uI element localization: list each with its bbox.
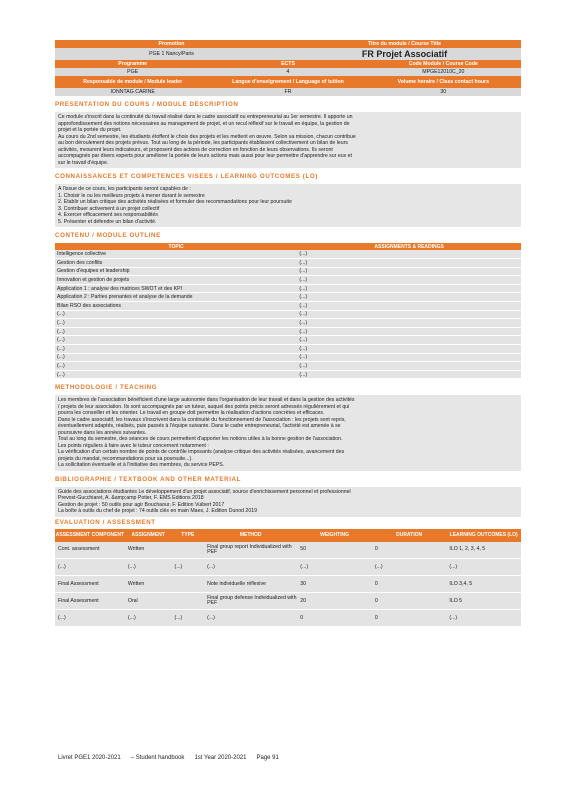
- outline-assignment-cell: (...): [297, 284, 521, 293]
- outline-row: [55, 345, 521, 354]
- teaching-line: La sollicitation éventuelle et à l'initiative des membres, du service PEPS.: [58, 462, 225, 469]
- outline-assignment-cell: (...): [297, 310, 521, 319]
- duration-cell: 0: [372, 542, 447, 559]
- bibliography-line: Guide des associations étudiantes Le développement d'un projet associatif, source d'enrichissement personnel et professionnel: [58, 488, 351, 495]
- header-row-2: [55, 48, 521, 60]
- outline-topic-cell: Gestion d'équipes et leadership: [55, 267, 297, 276]
- assessment-row: [55, 610, 521, 627]
- course-code-value: MPGE12010C_20: [422, 69, 465, 75]
- outcome-line: 1. Choisir le ou les meilleurs projets à mener durant le semestre: [58, 192, 205, 199]
- component-cell: (...): [55, 610, 125, 627]
- module-leader-value: IONNTAG CARINE: [110, 89, 155, 95]
- outcomes-cell: (...): [446, 559, 521, 576]
- outline-row: [55, 267, 521, 276]
- duration-cell: 0: [372, 576, 447, 593]
- outcomes-cell: (...): [446, 610, 521, 627]
- outline-assignment-cell: (...): [297, 293, 521, 302]
- method-cell: Final group defense Individualized with PEF: [204, 593, 297, 610]
- bibliography-line: Prevost-Gucchiaret, A. &amp;amp Potier, F. EMS Editions 2018: [58, 495, 204, 502]
- bibliography-line: La boîte à outils du chef de projet : 74 outils clés en main Maes, J. Edition Dunod 2019: [58, 508, 257, 515]
- outline-row: [55, 302, 521, 311]
- presentation-heading: PRESENTATION DU COURS / MODULE DESCRIPTION: [55, 101, 239, 108]
- weighting-cell: (...): [297, 559, 372, 576]
- outline-topic-cell: (...): [55, 310, 297, 319]
- module-outline-table: [55, 243, 521, 379]
- outline-topic-cell: (...): [55, 353, 297, 362]
- header-row-4: [55, 68, 521, 76]
- duration-cell: 0: [372, 593, 447, 610]
- footer-handbook: – Student handbook: [130, 755, 185, 761]
- outline-topic-cell: (...): [55, 319, 297, 328]
- teaching-line: Tout au long du semestre, des séances de cours permettent d'apporter les notions utiles à la bonne gestion de l'association.: [58, 436, 343, 443]
- weighting-cell: 20: [297, 593, 372, 610]
- header-row-5: [55, 76, 521, 88]
- outcomes-cell: ILO 3,4, 5: [446, 576, 521, 593]
- outline-row: [55, 370, 521, 379]
- footer-year: 1st Year 2020-2021: [194, 755, 247, 761]
- course-code-label: Code Module / Course Code: [408, 61, 478, 67]
- presentation-line: activités, mesurent leurs indicateurs, et proposent des actions de correction en fonction de leurs observations. Ils seront: [58, 146, 333, 153]
- outline-topic-cell: Intelligence collective: [55, 250, 297, 259]
- outline-assignment-cell: (...): [297, 370, 521, 379]
- outline-row: [55, 336, 521, 345]
- class-hours-label: Volume horaire / Class contact hours: [397, 79, 489, 85]
- teaching-line: Les points réguliers à faire avec le tuteur concernent notamment :: [58, 442, 209, 449]
- outline-assignment-cell: (...): [297, 250, 521, 259]
- outcome-line: 4. Exercer efficacement ses responsabilités: [58, 212, 158, 218]
- module-outline-heading: CONTENU / MODULE OUTLINE: [55, 232, 161, 239]
- type-cell: [171, 542, 204, 559]
- component-cell: (...): [55, 559, 125, 576]
- assignment-header: ASSIGNMENT: [125, 529, 172, 542]
- outline-row: [55, 259, 521, 268]
- outline-row: [55, 250, 521, 259]
- outline-topic-cell: Gestion des conflits: [55, 259, 297, 268]
- assessment-component-header: ASSESSMENT COMPONENT: [55, 529, 125, 542]
- teaching-line: projets du mandat, recommandations pour sa poursuite...).: [58, 455, 193, 462]
- teaching-line: Dans le cadre associatif, les travaux s'inscrivent dans la continuité du fonctionnement de l'association : les projets sont repris,: [58, 416, 346, 423]
- component-cell: Cont. assessment: [55, 542, 125, 559]
- outline-row: [55, 362, 521, 371]
- document-page: [55, 40, 521, 627]
- method-header: METHOD: [204, 529, 297, 542]
- promotion-value: PGE 1 Nancy/Paris: [149, 51, 194, 57]
- teaching-line: éventuellement adaptés, réalisés, puis passés à l'équipe suivante. Dans le cadre entrepreneurial, l'activité est amenée à se: [58, 423, 341, 430]
- programme-label: Programme: [118, 61, 148, 67]
- header-row-6: [55, 88, 521, 96]
- assignment-cell: (...): [125, 559, 172, 576]
- outline-row: [55, 276, 521, 285]
- type-cell: (...): [171, 610, 204, 627]
- footer-page-number: Page 91: [256, 755, 279, 761]
- teaching-heading: METHODOLOGIE / TEACHING: [55, 384, 158, 392]
- type-cell: [171, 576, 204, 593]
- assessment-row: [55, 576, 521, 593]
- topic-column-header: TOPIC: [55, 243, 297, 250]
- method-cell: Note individuelle réflexive: [204, 576, 297, 593]
- outline-assignment-cell: (...): [297, 362, 521, 371]
- duration-cell: (...): [372, 559, 447, 576]
- bibliography-heading: BIBLIOGRAPHIE / TEXTBOOK AND OTHER MATERIAL: [55, 475, 241, 483]
- type-cell: [171, 593, 204, 610]
- outcome-line: 2. Etablir un bilan critique des activités réalisées et formuler des recommandations pour leur poursuite: [58, 199, 292, 205]
- learning-outcomes-header: LEARNING OUTCOMES (LO): [446, 529, 521, 542]
- outline-assignment-cell: (...): [297, 319, 521, 328]
- teaching-line: / projets de leur association. Ils sont accompagnés par un tuteur, auquel des points précis seront adressés régulièrement et qui: [58, 403, 350, 410]
- outcome-line: A l'issue de ce cours, les participants seront capables de :: [58, 186, 191, 192]
- learning-outcomes-heading: CONNAISSANCES ET COMPETENCES VISEES / LEARNING OUTCOMES (LO): [55, 173, 318, 180]
- language-value: FR: [284, 89, 292, 95]
- method-cell: Final group report Individualized with PEF: [204, 542, 297, 559]
- teaching-line: poursuivre dans les années suivantes.: [58, 429, 147, 436]
- presentation-text: [55, 112, 521, 168]
- outline-row: [55, 310, 521, 319]
- outline-assignment-cell: (...): [297, 345, 521, 354]
- weighting-cell: 30: [297, 576, 372, 593]
- outline-row: [55, 293, 521, 302]
- presentation-line: sur le travail d'équipe.: [58, 159, 109, 166]
- method-cell: (...): [204, 610, 297, 627]
- outline-assignment-cell: (...): [297, 353, 521, 362]
- assessment-table: [55, 529, 521, 628]
- outline-topic-cell: (...): [55, 362, 297, 371]
- assignment-cell: Oral: [125, 593, 172, 610]
- assessment-row: [55, 593, 521, 610]
- ects-label: ECTS: [281, 61, 295, 67]
- bibliography-text: [55, 487, 521, 517]
- footer-booklet: Livret PGE1 2020-2021: [58, 755, 121, 761]
- learning-outcomes-text: [55, 184, 521, 227]
- language-label: Langue d'enseignement / Language of tuition: [232, 79, 344, 85]
- assignment-cell: Written: [125, 576, 172, 593]
- outline-topic-cell: Innovation et gestion de projets: [55, 276, 297, 285]
- course-title-value: FR Projet Associatif: [361, 49, 448, 59]
- page-footer: [58, 755, 279, 761]
- outline-row: [55, 284, 521, 293]
- weighting-cell: 50: [297, 542, 372, 559]
- outline-assignment-cell: (...): [297, 336, 521, 345]
- promotion-label: Promotion: [158, 41, 185, 47]
- teaching-line: Les membres de l'association bénéficient d'une large autonomie dans l'organisation de leur travail et dans la gestion des activités: [58, 397, 355, 404]
- assessment-heading: EVALUATION / ASSESSMENT: [55, 518, 156, 526]
- type-header: TYPE: [171, 529, 204, 542]
- class-hours-value: 30: [440, 89, 447, 95]
- assessment-row: [55, 542, 521, 559]
- assignment-cell: Written: [125, 542, 172, 559]
- outline-topic-cell: (...): [55, 336, 297, 345]
- teaching-line: pourra les conseiller et les orienter. Le travail en groupe doit permettre la réalisation d'actions concrètes et efficaces.: [58, 410, 325, 417]
- header-row-3: [55, 60, 521, 68]
- presentation-line: approfondissement des notions nécessaires au management de projet, et un recul réflexif sur le travail en équipe, la gestion de: [58, 120, 350, 127]
- course-title-label: Titre du module / Course Title: [367, 41, 442, 47]
- programme-value: PGE: [127, 69, 139, 75]
- outline-assignment-cell: (...): [297, 267, 521, 276]
- duration-header: DURATION: [372, 529, 447, 542]
- presentation-line: projet et la portée du projet.: [58, 127, 122, 133]
- teaching-line: La vérification d'un certain nombre de points de contrôle imposants (analyse critique des activités réalisées, avancement des: [58, 449, 345, 456]
- outline-topic-cell: (...): [55, 327, 297, 336]
- assessment-body: [55, 542, 521, 627]
- outline-topic-cell: Application 2 : Parties prenantes et analyse de la demande: [55, 293, 297, 302]
- outcomes-cell: ILO 1, 2, 3, 4, 5: [446, 542, 521, 559]
- component-cell: Final Assessment: [55, 576, 125, 593]
- presentation-line: accompagnés par divers experts pour améliorer la portée de leurs actions mais aussi pour leur permettre d'apprendre sur eux et: [58, 153, 352, 159]
- outline-body: [55, 250, 521, 379]
- outline-topic-cell: (...): [55, 370, 297, 379]
- outline-row: [55, 319, 521, 328]
- outline-assignment-cell: (...): [297, 302, 521, 311]
- bibliography-line: Gestion de projet : 50 outils pour agir Bouchaour, F. Edition Vuibert 2017: [58, 501, 225, 508]
- outline-assignment-cell: (...): [297, 259, 521, 268]
- outline-row: [55, 327, 521, 336]
- presentation-line: Au cours du 2nd semestre, les étudiants étoffent le choix des projets et les mettent en œuvre. Selon sa mission, chacun contribue: [58, 133, 356, 140]
- component-cell: Final Assessment: [55, 593, 125, 610]
- duration-cell: 0: [372, 610, 447, 627]
- type-cell: (...): [171, 559, 204, 576]
- presentation-line: au bon déroulement des projets prévus. Tout au long de la période, les participants établissent collectivement un bilan de leurs: [58, 140, 349, 146]
- header-row-1: [55, 40, 521, 48]
- weighting-header: WEIGHTING: [297, 529, 372, 542]
- assignment-cell: (...): [125, 610, 172, 627]
- outline-assignment-cell: (...): [297, 327, 521, 336]
- outline-assignment-cell: (...): [297, 276, 521, 285]
- outline-row: [55, 353, 521, 362]
- ects-value: 4: [286, 69, 290, 75]
- module-leader-label: Responsable de module / Module leader: [83, 79, 183, 85]
- assessment-row: [55, 559, 521, 576]
- outline-topic-cell: Application 1 : analyse des matrices SWOT et des KPI: [55, 284, 297, 293]
- method-cell: (...): [204, 559, 297, 576]
- teaching-text: [55, 395, 521, 471]
- presentation-line: Ce module s'inscrit dans la continuité du travail réalisé dans le cadre associatif ou entrepreneurial au 1er semestre. Il apporte un: [58, 114, 353, 120]
- outline-topic-cell: (...): [55, 345, 297, 354]
- weighting-cell: 0: [297, 610, 372, 627]
- outline-topic-cell: Bilan RSO des associations: [55, 302, 297, 311]
- outcome-line: 5. Présenter et défendre un bilan d'activité.: [58, 218, 157, 225]
- outcomes-cell: ILO 5: [446, 593, 521, 610]
- assignments-column-header: ASSIGNMENTS & READINGS: [297, 243, 521, 250]
- outcome-line: 3. Contribuer activement à un projet collectif: [58, 205, 160, 212]
